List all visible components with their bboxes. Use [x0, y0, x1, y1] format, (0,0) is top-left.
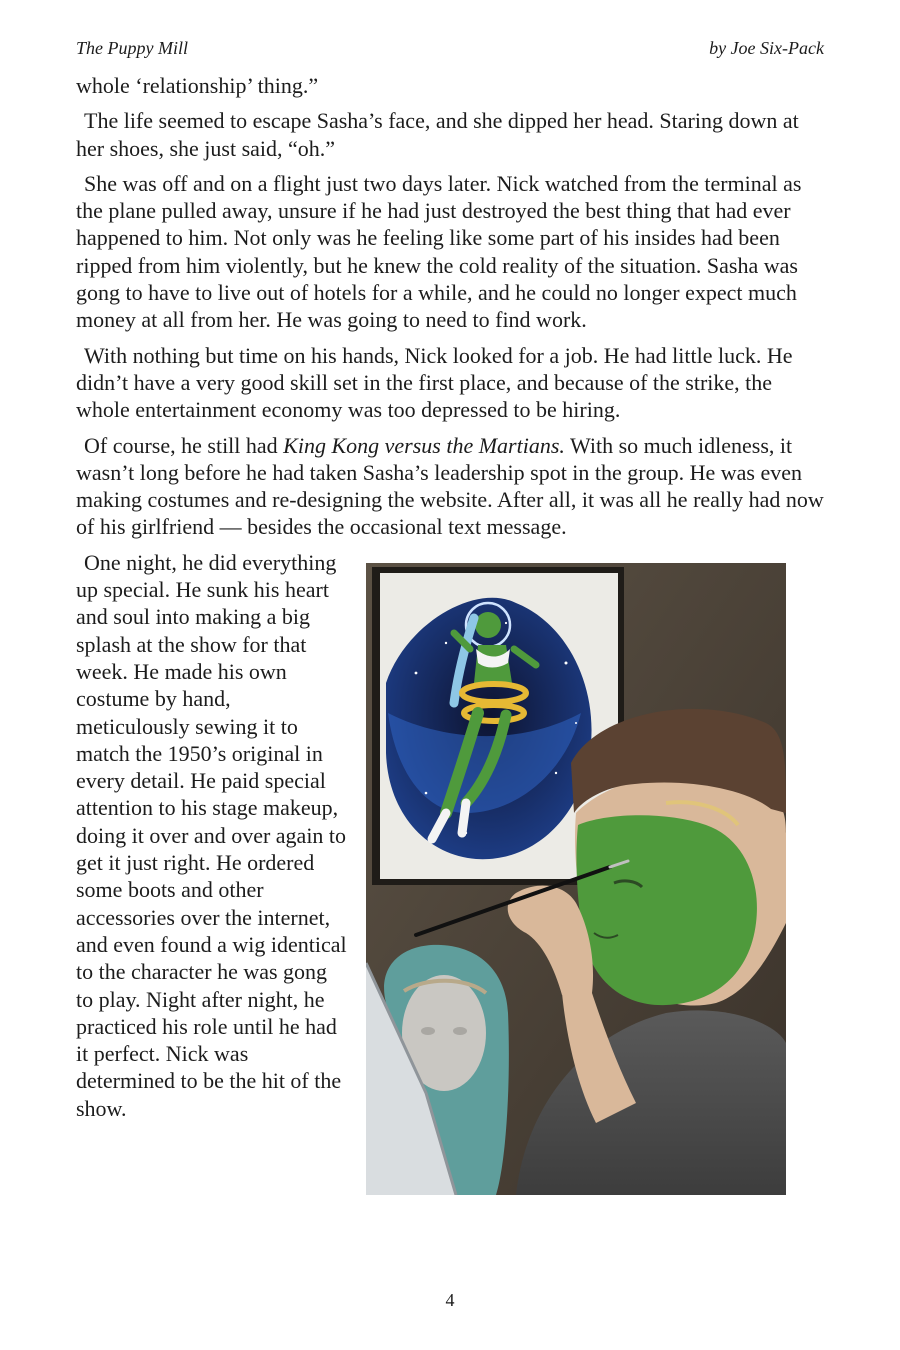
movie-title: King Kong versus the Martians.: [283, 432, 565, 458]
paragraph-3: She was off and on a flight just two days later. Nick watched from the terminal as the plane pulled away, unsure if he had just destroyed the best thing that had ever happened to him. Not only was he feeling like some part of his insides had been ripped from him violently, but he knew the cold reality of the situation. Sasha was gong to have to live out of hotels for a while, and he could no longer expect much money at all from her. He was going to need to find work.: [76, 170, 802, 333]
paragraph-5-start: Of course, he still had: [84, 432, 284, 458]
page-number: 4: [445, 1290, 455, 1310]
story-text: [76, 72, 828, 1195]
paragraph-2: The life seemed to escape Sasha’s face, and she dipped her head. Staring down at her shoes, she just said, “oh.”: [76, 108, 799, 161]
book-title: The Puppy Mill: [76, 38, 188, 58]
paragraph-4: With nothing but time on his hands, Nick looked for a job. He had little luck. He didn’t have a very good skill set in the first place, and because of the strike, the whole entertainment economy was too depressed to be hiring.: [76, 342, 793, 423]
paragraph-5: [76, 432, 828, 541]
paragraph-1: whole ‘relationship’ thing.”: [76, 73, 319, 98]
paragraph-6: [76, 549, 828, 1122]
paragraph-5-end: With so much idleness, it wasn’t long before he had taken Sasha’s leadership spot in the group. He was even making costumes and re-designing the website. After all, it was all he really had now of his girlfriend — besides the occasional text message.: [76, 432, 824, 540]
book-author: by Joe Six-Pack: [709, 38, 824, 58]
running-header: [76, 38, 824, 59]
makeup-illustration: [366, 563, 786, 1195]
paragraph-6-text: One night, he did everything up special. He sunk his heart and soul into making a big splash at the show for that week. He made his own costume by hand, meticulously sewing it to match the 1950’s original in every detail. He paid special attention to his stage makeup, doing it over and over again to get it just right. He ordered some boots and other accessories over the internet, and even found a wig identical to the character he was gong to play. Night after night, he practiced his role until he had it perfect. Nick was determined to be the hit of the show.: [76, 549, 347, 1121]
